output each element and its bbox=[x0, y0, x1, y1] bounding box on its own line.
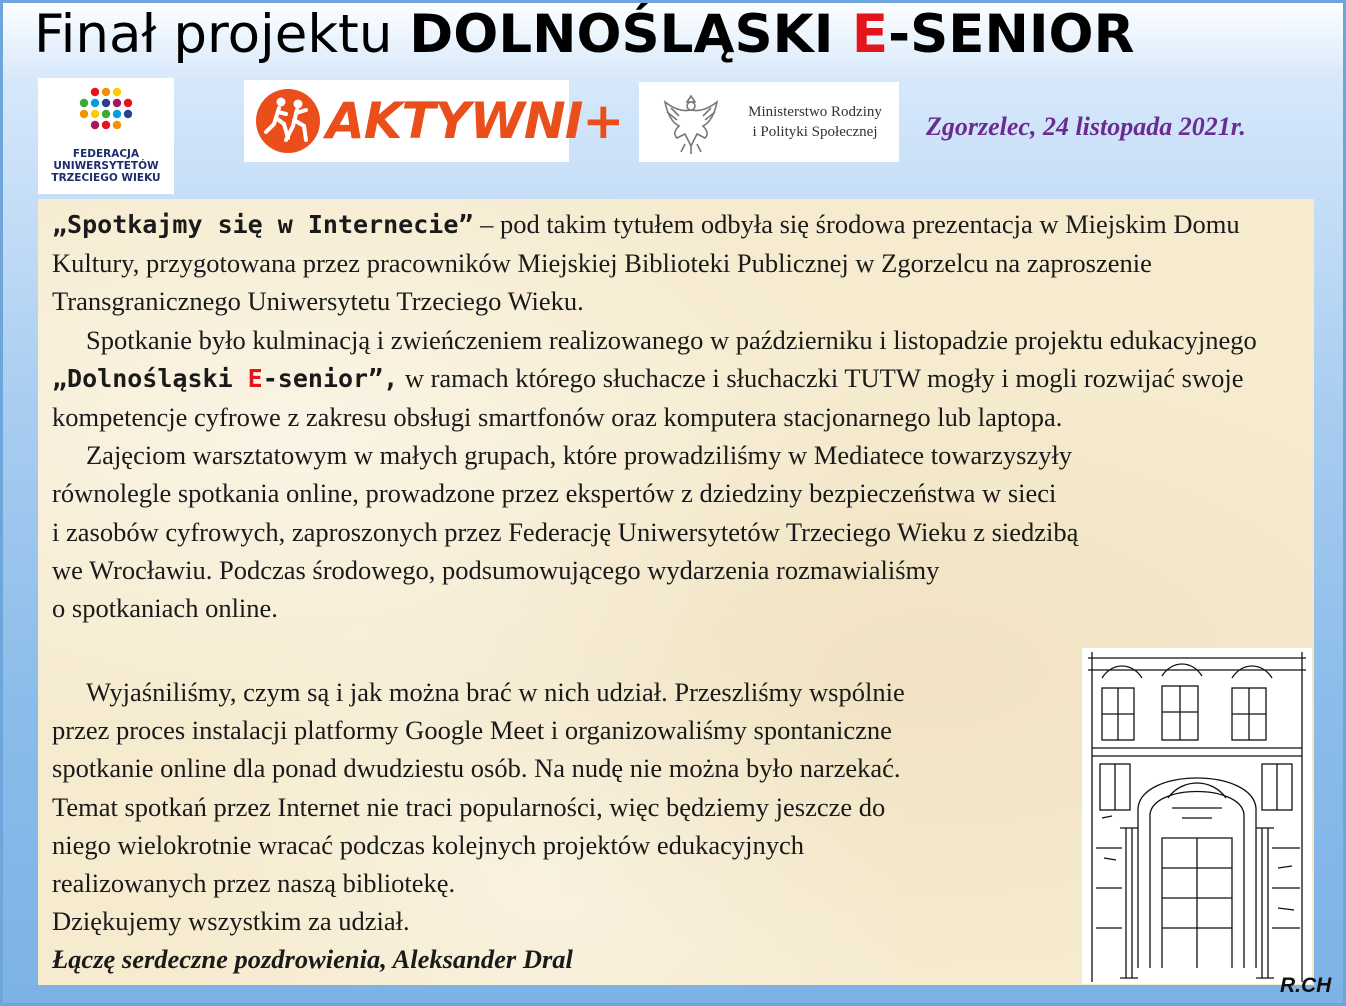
building-sketch-image bbox=[1082, 648, 1312, 984]
utw-dots-icon bbox=[38, 78, 174, 148]
title-part3: -SENIOR bbox=[888, 4, 1135, 65]
article-body-top bbox=[52, 205, 1302, 627]
paragraph-1 bbox=[52, 205, 1302, 321]
paragraph-3-line: o spotkaniach online. bbox=[52, 593, 278, 624]
ministry-line1: Ministerstwo Rodziny bbox=[748, 104, 882, 120]
title-part2: DOLNOŚLĄSKI bbox=[409, 4, 852, 65]
utw-dot bbox=[91, 88, 99, 96]
aktywni-wordmark: AKTYWNI+ bbox=[326, 92, 624, 150]
title-e: E bbox=[851, 4, 889, 65]
project-name-b: -senior”, bbox=[262, 363, 399, 393]
paragraph-3-cont bbox=[52, 513, 1302, 551]
paragraph-3-cont bbox=[52, 474, 1302, 512]
paragraph-4-line: Temat spotkań przez Internet nie traci popularności, więc będziemy jeszcze do bbox=[52, 791, 886, 822]
paragraph-2-rest: w ramach którego słuchacze i słuchaczki TUTW mogły i mogli rozwijać swoje kompetencje cyfrowe z zakresu obsługi smartfonów oraz komputera stacjonarnego lub laptopa. bbox=[52, 362, 1244, 433]
paragraph-4 bbox=[52, 673, 1092, 711]
paragraph-4-cont bbox=[52, 788, 1092, 826]
utw-dot bbox=[91, 99, 99, 107]
paragraph-2 bbox=[52, 321, 1302, 437]
paragraph-4-cont bbox=[52, 864, 1092, 902]
paragraph-4-line: przez proces instalacji platformy Google Meet i organizowaliśmy spontaniczne bbox=[52, 715, 892, 746]
paragraph-2-start: Spotkanie było kulminacją i zwieńczeniem realizowanego w październiku i listopadzie projektu edukacyjnego bbox=[86, 324, 1257, 355]
utw-dot bbox=[124, 99, 132, 107]
credit-mark: R.CH bbox=[1280, 974, 1332, 997]
paragraph-4-line: realizowanych przez naszą bibliotekę. bbox=[52, 868, 456, 899]
paragraph-4-cont bbox=[52, 711, 1092, 749]
paragraph-3-line: i zasobów cyfrowych, zaproszonych przez Federację Uniwersytetów Trzeciego Wieku z siedzibą bbox=[52, 516, 1079, 547]
ministry-name bbox=[735, 102, 895, 142]
utw-dot bbox=[102, 99, 110, 107]
utw-dot bbox=[102, 110, 110, 118]
ministry-logo bbox=[639, 82, 899, 162]
page-title bbox=[34, 0, 1134, 70]
utw-logo-text bbox=[38, 148, 174, 184]
event-title: „Spotkajmy się w Internecie” bbox=[52, 210, 474, 239]
title-part1: Finał projektu bbox=[34, 4, 410, 65]
utw-dot bbox=[113, 88, 121, 96]
place-date: Zgorzelec, 24 listopada 2021r. bbox=[926, 112, 1246, 141]
utw-line3: TRZECIEGO WIEKU bbox=[51, 172, 161, 184]
paragraph-4-cont bbox=[52, 749, 1092, 787]
project-name-a: „Dolnośląski bbox=[52, 363, 248, 393]
paragraph-3-cont bbox=[52, 589, 1302, 627]
paragraph-3-line: we Wrocławiu. Podczas środowego, podsumowującego wydarzenia rozmawialiśmy bbox=[52, 554, 940, 585]
utw-line1: FEDERACJA bbox=[72, 148, 140, 160]
paragraph-3 bbox=[52, 436, 1302, 474]
paragraph-1-text: – pod takim tytułem odbyła się środowa prezentacja w Miejskim Domu Kultury, przygotowana przez pracowników Miejskiej Biblioteki Publicznej w Zgorzelcu na zaproszenie Transgranicznego Uniwersytetu Trzeciego Wieku. bbox=[52, 209, 1240, 317]
utw-dot bbox=[102, 88, 110, 96]
paragraph-4-cont bbox=[52, 826, 1092, 864]
utw-line2: UNIWERSYTETÓW bbox=[53, 160, 159, 172]
aktywni-logo bbox=[244, 80, 624, 162]
utw-dot bbox=[113, 121, 121, 129]
utw-dot bbox=[80, 110, 88, 118]
paragraph-4-line: spotkanie online dla ponad dwudziestu osób. Na nudę nie można było narzekać. bbox=[52, 753, 901, 784]
utw-dot bbox=[91, 110, 99, 118]
utw-dot bbox=[91, 121, 99, 129]
project-name bbox=[52, 364, 398, 393]
paragraph-4-line: niego wielokrotnie wracać podczas kolejnych projektów edukacyjnych bbox=[52, 829, 805, 860]
paragraph-4-line: Wyjaśniliśmy, czym są i jak można brać w nich udział. Przeszliśmy wspólnie bbox=[86, 677, 905, 707]
ministry-line2: i Polityki Społecznej bbox=[752, 124, 878, 140]
runners-icon bbox=[248, 80, 328, 162]
building-sketch-icon bbox=[1082, 648, 1312, 984]
article-body-bottom bbox=[52, 673, 1092, 979]
utw-dot bbox=[113, 110, 121, 118]
utw-dot bbox=[113, 99, 121, 107]
thanks-line: Dziękujemy wszystkim za udział. bbox=[52, 906, 410, 937]
paragraph-3-line: Zajęciom warsztatowym w małych grupach, które prowadziliśmy w Mediatece towarzyszyły bbox=[86, 440, 1073, 471]
utw-dot bbox=[124, 110, 132, 118]
paragraph-3-line: równolegle spotkania online, prowadzone przez ekspertów z dziedziny bezpieczeństwa w sieci bbox=[52, 478, 1057, 509]
utw-logo bbox=[38, 78, 174, 194]
project-name-e: E bbox=[247, 363, 263, 393]
utw-dot bbox=[102, 121, 110, 129]
eagle-emblem-icon bbox=[651, 82, 731, 162]
signature: Łączę serdeczne pozdrowienia, Aleksander Dral bbox=[52, 944, 573, 975]
paragraph-3-cont bbox=[52, 551, 1302, 589]
utw-dot bbox=[80, 99, 88, 107]
